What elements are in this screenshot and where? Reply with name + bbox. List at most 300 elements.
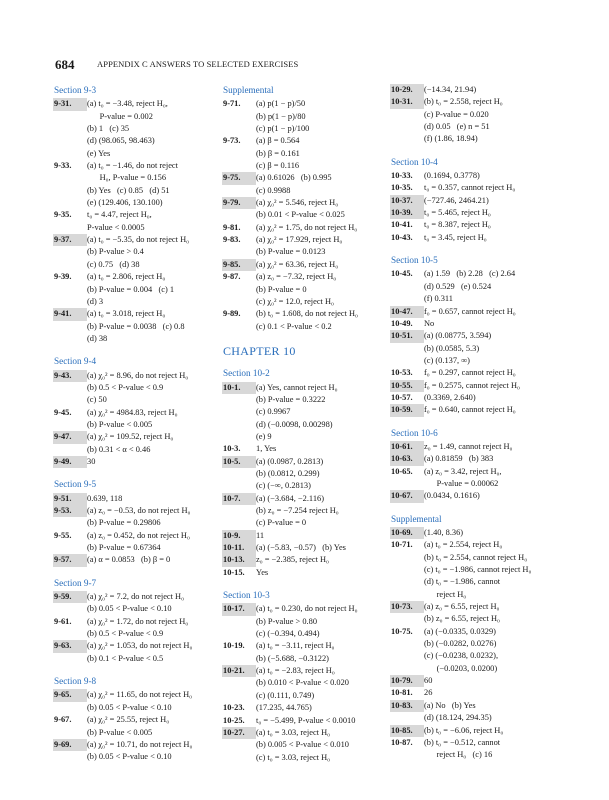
answer-line bbox=[54, 111, 214, 123]
exercise-number-spacer bbox=[391, 343, 424, 355]
answer-text: (b) P-value > 0.4 bbox=[87, 247, 144, 257]
answer-entry bbox=[391, 453, 566, 465]
answer-entry bbox=[391, 170, 566, 182]
answer-entry bbox=[391, 601, 566, 626]
page-number: 684 bbox=[55, 57, 75, 72]
answer-line bbox=[223, 517, 388, 529]
answer-text: (b) 0.1 < P-value < 0.5 bbox=[87, 653, 164, 663]
answer-entry bbox=[54, 689, 214, 714]
answer-text: (−0.0203, 0.0200) bbox=[424, 663, 498, 673]
answer-entry bbox=[391, 539, 566, 601]
exercise-number-spacer bbox=[391, 613, 424, 625]
answer-line bbox=[223, 382, 388, 394]
exercise-number-spacer bbox=[391, 121, 424, 133]
answer-text: (a) 0.81859 (b) 383 bbox=[424, 454, 494, 464]
answer-entry bbox=[54, 431, 214, 456]
answer-entry bbox=[391, 380, 566, 392]
answer-text: (b) P-value < 0.005 bbox=[87, 727, 153, 737]
answer-line bbox=[54, 333, 214, 345]
answer-text: (a) 0.61026 (b) 0.995 bbox=[256, 173, 332, 183]
answer-entry bbox=[54, 271, 214, 308]
exercise-number-spacer bbox=[223, 752, 256, 764]
exercise-number: 9-55. bbox=[54, 530, 72, 540]
answer-line bbox=[223, 690, 388, 702]
answer-line bbox=[223, 160, 388, 172]
answer-entry bbox=[223, 456, 388, 493]
answer-text: (b) P-value = 0.3222 bbox=[256, 394, 326, 404]
answer-line bbox=[54, 591, 214, 603]
answer-text: (a) t₀ = 2.806, reject H₀ bbox=[87, 272, 166, 282]
answer-line bbox=[391, 121, 566, 133]
exercise-number: 10-33. bbox=[391, 171, 413, 181]
answer-line bbox=[223, 443, 388, 455]
answer-line bbox=[54, 135, 214, 147]
answer-line bbox=[223, 209, 388, 221]
answer-text: P-value < 0.0005 bbox=[87, 222, 145, 232]
answer-line bbox=[391, 453, 566, 465]
exercise-number-spacer bbox=[391, 293, 424, 305]
answer-line bbox=[54, 222, 214, 234]
answer-text: (b) t₀ = 2.558, reject H₀ bbox=[424, 97, 503, 107]
exercise-number-spacer bbox=[54, 382, 87, 394]
answer-text: (b) p(1 − p)/80 bbox=[256, 111, 306, 121]
answer-line bbox=[223, 197, 388, 209]
answer-line bbox=[223, 394, 388, 406]
exercise-number-spacer bbox=[223, 296, 256, 308]
answer-text: (c) (−0.394, 0.494) bbox=[256, 629, 320, 639]
exercise-number-spacer bbox=[223, 321, 256, 333]
section-heading: Section 9-4 bbox=[54, 356, 97, 367]
answer-entry bbox=[391, 466, 566, 491]
answer-text: (b) 0.010 < P-value < 0.020 bbox=[256, 678, 349, 688]
exercise-number-spacer bbox=[391, 478, 424, 490]
answer-text: (−14.34, 21.94) bbox=[424, 85, 477, 94]
answer-text: (b) z₀ = 6.55, reject H₀ bbox=[424, 614, 500, 624]
answer-entry bbox=[391, 737, 566, 762]
answer-entry bbox=[391, 232, 566, 244]
answer-line bbox=[223, 542, 388, 554]
answer-line bbox=[54, 172, 214, 184]
exercise-number: 9-83. bbox=[223, 235, 241, 245]
answer-text: (b) (−5.688, −0.3122) bbox=[256, 653, 329, 663]
answer-line bbox=[223, 284, 388, 296]
answer-entry bbox=[223, 715, 388, 727]
exercise-number-spacer bbox=[223, 160, 256, 172]
answer-entry bbox=[223, 222, 388, 234]
answer-text: (b) 0.005 < P-value < 0.010 bbox=[256, 740, 349, 750]
answer-entry bbox=[223, 308, 388, 333]
answer-text: t₀ = 8.387, reject H₀ bbox=[424, 220, 491, 230]
answer-entry bbox=[54, 640, 214, 665]
answer-line bbox=[223, 172, 388, 184]
answer-text: (c) p(1 − p)/100 bbox=[256, 124, 310, 134]
answer-line bbox=[54, 689, 214, 701]
answer-text: (a) β = 0.564 bbox=[256, 136, 300, 146]
answer-text: (a) z₀ = 3.42, reject H₀, bbox=[424, 466, 502, 476]
answer-text: (c) (−∞, 0.2813) bbox=[256, 481, 311, 491]
exercise-number: 10-3. bbox=[223, 444, 241, 454]
exercise-number: 9-87. bbox=[223, 272, 241, 282]
answer-line bbox=[223, 271, 388, 283]
answer-text: t₀ = 3.45, reject H₀ bbox=[424, 232, 487, 242]
answer-text: (c) (−0.0238, 0.0232), bbox=[424, 651, 499, 661]
answer-line bbox=[54, 431, 214, 443]
answer-text: (b) t₀ = −0.512, cannot bbox=[424, 737, 501, 747]
answer-text: (c) 0.1 < P-value < 0.2 bbox=[256, 321, 332, 331]
answer-text: (b) z₀ = −7.254 reject H₀ bbox=[256, 506, 339, 515]
exercise-number: 9-75. bbox=[222, 172, 256, 184]
answer-text: (c) 0.9988 bbox=[256, 185, 291, 195]
answer-line bbox=[223, 653, 388, 665]
exercise-number-spacer bbox=[223, 111, 256, 123]
answer-text: (c) P-value = 0.020 bbox=[424, 109, 489, 119]
answer-line bbox=[54, 234, 214, 246]
answer-line bbox=[54, 296, 214, 308]
answer-entry bbox=[223, 665, 388, 702]
answer-entry bbox=[391, 318, 566, 330]
exercise-number: 10-25. bbox=[223, 715, 245, 725]
answer-line bbox=[223, 123, 388, 135]
answer-text: t₀ = −5.499, P-value < 0.0010 bbox=[256, 715, 356, 725]
answer-entry bbox=[223, 259, 388, 271]
answer-line bbox=[391, 749, 566, 761]
answer-text: (b) (0.0585, 5.3) bbox=[424, 343, 480, 353]
answer-line bbox=[391, 663, 566, 675]
answer-text: (b) 0.05 < P-value < 0.10 bbox=[87, 752, 172, 762]
answer-entry bbox=[391, 84, 566, 96]
answer-line bbox=[54, 160, 214, 172]
answer-text: t₀ = 4.47, reject H₀, bbox=[87, 210, 152, 220]
exercise-number-spacer bbox=[54, 542, 87, 554]
exercise-number: 10-81. bbox=[391, 688, 413, 698]
answer-line bbox=[223, 148, 388, 160]
exercise-number-spacer bbox=[54, 172, 87, 184]
answer-entry bbox=[54, 739, 214, 764]
answer-entry bbox=[391, 392, 566, 404]
answer-text: (e) Yes bbox=[87, 148, 111, 158]
answer-line bbox=[54, 382, 214, 394]
answer-line bbox=[223, 616, 388, 628]
answer-text: 11 bbox=[256, 530, 265, 540]
exercise-number-spacer bbox=[391, 712, 424, 724]
answer-text: (a) z₀ = 0.452, do not reject H₀ bbox=[87, 530, 190, 540]
exercise-number-spacer bbox=[54, 135, 87, 147]
exercise-number: 10-43. bbox=[391, 232, 413, 242]
exercise-number-spacer bbox=[223, 431, 256, 443]
answer-line bbox=[391, 613, 566, 625]
answer-entry bbox=[223, 443, 388, 455]
exercise-number: 10-45. bbox=[391, 269, 413, 279]
answer-text: (d) 0.529 (e) 0.524 bbox=[424, 281, 492, 291]
answer-text: (a) t₀ = −3.11, reject H₀ bbox=[256, 641, 335, 651]
answer-line bbox=[391, 330, 566, 342]
answer-entry bbox=[391, 195, 566, 207]
exercise-number-spacer bbox=[223, 284, 256, 296]
exercise-number: 9-53. bbox=[53, 505, 87, 517]
answer-line bbox=[391, 601, 566, 613]
exercise-number-spacer bbox=[391, 552, 424, 564]
answer-entry bbox=[391, 367, 566, 379]
answer-text: (e) (129.406, 130.100) bbox=[87, 198, 163, 208]
exercise-number-spacer bbox=[54, 444, 87, 456]
answer-line bbox=[391, 195, 566, 207]
answer-text: (f) 0.311 bbox=[424, 294, 453, 304]
answer-entry bbox=[54, 98, 214, 160]
answer-line bbox=[54, 123, 214, 135]
answer-line bbox=[391, 490, 566, 502]
answer-line bbox=[391, 318, 566, 330]
answer-text: (b) t₀ = 2.554, cannot reject H₀ bbox=[424, 552, 528, 562]
answer-text: t₀ = 0.357, cannot reject H₀ bbox=[424, 183, 516, 193]
answer-entry bbox=[391, 490, 566, 502]
answer-entry bbox=[54, 209, 214, 234]
answer-entry bbox=[391, 268, 566, 305]
section-heading: Section 10-5 bbox=[391, 255, 438, 266]
exercise-number-spacer bbox=[391, 663, 424, 675]
answer-text: (a) α = 0.0853 (b) β = 0 bbox=[87, 555, 171, 565]
answer-entry bbox=[391, 626, 566, 675]
answer-entry bbox=[223, 98, 388, 135]
section-heading: Section 9-5 bbox=[54, 479, 97, 490]
answer-text: (a) χ₀² = 25.55, reject H₀ bbox=[87, 715, 170, 725]
exercise-number-spacer bbox=[54, 111, 87, 123]
answer-text: (d) (98.065, 98.463) bbox=[87, 136, 155, 146]
answer-entry bbox=[54, 554, 214, 566]
answer-line bbox=[391, 170, 566, 182]
exercise-number: 9-41. bbox=[53, 308, 87, 320]
answer-entry bbox=[223, 234, 388, 259]
answer-entry bbox=[391, 207, 566, 219]
answer-entry bbox=[223, 271, 388, 308]
answer-line bbox=[391, 552, 566, 564]
answer-line bbox=[54, 628, 214, 640]
answer-text: (c) 0.9967 bbox=[256, 407, 291, 417]
answer-line bbox=[391, 589, 566, 601]
answer-entry bbox=[54, 505, 214, 530]
answer-text: (d) 38 bbox=[87, 333, 108, 343]
exercise-number: 9-71. bbox=[223, 99, 241, 109]
answer-line bbox=[54, 727, 214, 739]
answer-line bbox=[54, 246, 214, 258]
answer-line bbox=[391, 725, 566, 737]
answer-line bbox=[223, 628, 388, 640]
exercise-number-spacer bbox=[223, 677, 256, 689]
exercise-number: 9-35. bbox=[54, 210, 72, 220]
answer-text: (c) P-value = 0 bbox=[256, 518, 307, 528]
answer-line bbox=[223, 739, 388, 751]
answer-line bbox=[223, 702, 388, 714]
answer-line bbox=[391, 638, 566, 650]
answer-line bbox=[223, 234, 388, 246]
exercise-number-spacer bbox=[391, 109, 424, 121]
answer-text: (a) t₀ = 3.018, reject H₀ bbox=[87, 309, 166, 319]
answer-text: 26 bbox=[424, 688, 433, 698]
answer-text: f₀ = 0.657, cannot reject H₀ bbox=[424, 306, 516, 316]
answer-line bbox=[54, 739, 214, 751]
running-head: APPENDIX C ANSWERS TO SELECTED EXERCISES bbox=[97, 59, 299, 69]
answer-text: (a) χ₀² = 1.72, do not reject H₀ bbox=[87, 616, 189, 626]
answer-text: (a) χ₀² = 8.96, do not reject H₀ bbox=[87, 370, 189, 380]
answer-entry bbox=[223, 493, 388, 530]
answer-text: (b) (0.0812, 0.299) bbox=[256, 468, 320, 478]
answer-line bbox=[223, 246, 388, 258]
exercise-number-spacer bbox=[54, 284, 87, 296]
answer-text: (b) P-value = 0.004 (c) 1 bbox=[87, 284, 175, 294]
exercise-number-spacer bbox=[54, 123, 87, 135]
exercise-number-spacer bbox=[54, 222, 87, 234]
answer-line bbox=[223, 308, 388, 320]
answer-entry bbox=[223, 542, 388, 554]
answer-text: (c) χ₀² = 12.0, reject H₀ bbox=[256, 296, 334, 306]
answer-line bbox=[391, 281, 566, 293]
answer-entry bbox=[223, 567, 388, 579]
answer-line bbox=[223, 98, 388, 110]
answer-text: (0.3369, 2.640) bbox=[424, 392, 476, 402]
answer-line bbox=[223, 259, 388, 271]
exercise-number-spacer bbox=[391, 564, 424, 576]
answer-line bbox=[223, 185, 388, 197]
answer-text: 60 bbox=[424, 676, 433, 686]
exercise-number: 9-37. bbox=[53, 234, 87, 246]
exercise-number: 10-47. bbox=[390, 306, 424, 318]
exercise-number-spacer bbox=[223, 246, 256, 258]
answer-entry bbox=[391, 687, 566, 699]
exercise-number: 10-55. bbox=[390, 380, 424, 392]
answer-line bbox=[223, 554, 388, 566]
exercise-number-spacer bbox=[54, 419, 87, 431]
answer-text: (d) 3 bbox=[87, 296, 104, 306]
answer-text: (a) t₀ = 0.230, do not reject H₀ bbox=[256, 604, 358, 614]
section-heading: Section 10-4 bbox=[391, 156, 438, 167]
answer-line bbox=[54, 493, 214, 505]
answer-line bbox=[391, 700, 566, 712]
exercise-number-spacer bbox=[54, 603, 87, 615]
column-left bbox=[54, 84, 214, 764]
answer-text: (a) χ₀² = 5.546, reject H₀ bbox=[256, 198, 339, 208]
exercise-number-spacer bbox=[223, 468, 256, 480]
answer-entry bbox=[223, 727, 388, 764]
exercise-number: 10-83. bbox=[390, 700, 424, 712]
answer-text: (a) Yes, cannot reject H₀ bbox=[256, 382, 338, 392]
answer-text: (d) 0.05 (e) n = 51 bbox=[424, 122, 490, 132]
answer-line bbox=[54, 259, 214, 271]
answer-line bbox=[223, 640, 388, 652]
answer-line bbox=[391, 380, 566, 392]
answer-text: (a) (0.08775, 3.594) bbox=[424, 331, 492, 341]
answer-line bbox=[54, 197, 214, 209]
answer-line bbox=[391, 626, 566, 638]
answer-line bbox=[54, 98, 214, 110]
exercise-number-spacer bbox=[54, 702, 87, 714]
answer-line bbox=[391, 133, 566, 145]
answer-line bbox=[391, 576, 566, 588]
answer-line bbox=[54, 653, 214, 665]
exercise-number: 9-47. bbox=[53, 431, 87, 443]
exercise-number-spacer bbox=[223, 505, 256, 517]
exercise-number: 10-71. bbox=[391, 540, 413, 550]
exercise-number: 9-69. bbox=[53, 739, 87, 751]
answer-entry bbox=[391, 182, 566, 194]
answer-text: (a) p(1 − p)/50 bbox=[256, 99, 306, 109]
exercise-number-spacer bbox=[391, 281, 424, 293]
answer-text: (b) P-value > 0.80 bbox=[256, 616, 318, 626]
section-heading: Section 9-7 bbox=[54, 577, 97, 588]
answer-entry bbox=[54, 308, 214, 345]
answer-line bbox=[223, 665, 388, 677]
answer-line bbox=[391, 441, 566, 453]
answer-text: f₀ = 0.640, cannot reject H₀ bbox=[424, 405, 516, 415]
exercise-number: 9-33. bbox=[54, 161, 72, 171]
answer-entry bbox=[391, 219, 566, 231]
answer-line bbox=[54, 456, 214, 468]
answer-entry bbox=[391, 675, 566, 687]
exercise-number-spacer bbox=[223, 209, 256, 221]
answer-text: (a) χ₀² = 4984.83, reject H₀ bbox=[87, 407, 178, 417]
exercise-number-spacer bbox=[391, 133, 424, 145]
exercise-number: 9-85. bbox=[222, 259, 256, 271]
exercise-number: 9-61. bbox=[54, 616, 72, 626]
exercise-number: 10-57. bbox=[391, 392, 413, 402]
exercise-number: 10-1. bbox=[222, 382, 256, 394]
answer-text: P-value = 0.002 bbox=[87, 111, 153, 121]
answer-text: (a) χ₀² = 11.65, do not reject H₀ bbox=[87, 690, 193, 700]
answer-line bbox=[391, 712, 566, 724]
exercise-number: 10-61. bbox=[390, 441, 424, 453]
answer-line bbox=[223, 468, 388, 480]
answer-text: f₀ = 0.2575, cannot reject H₀ bbox=[424, 380, 520, 390]
answer-line bbox=[391, 306, 566, 318]
answer-line bbox=[391, 293, 566, 305]
exercise-number: 10-69. bbox=[390, 527, 424, 539]
answer-text: (b) P-value = 0 bbox=[256, 284, 307, 294]
answer-text: (a) χ₀² = 1.75, do not reject H₀ bbox=[256, 222, 358, 232]
answer-text: (d) (18.124, 294.35) bbox=[424, 713, 492, 723]
exercise-number: 9-43. bbox=[53, 370, 87, 382]
answer-text: (a) t₀ = −1.46, do not reject bbox=[87, 161, 178, 171]
exercise-number-spacer bbox=[54, 246, 87, 258]
exercise-number-spacer bbox=[391, 638, 424, 650]
answer-entry bbox=[391, 306, 566, 318]
answer-line bbox=[391, 392, 566, 404]
answer-entry bbox=[54, 160, 214, 209]
answer-text: (b) Yes (c) 0.85 (d) 51 bbox=[87, 185, 170, 195]
answer-text: 0.639, 118 bbox=[87, 493, 123, 503]
answer-line bbox=[391, 687, 566, 699]
answer-line bbox=[391, 207, 566, 219]
answer-text: (b) 0.05 < P-value < 0.10 bbox=[87, 604, 172, 614]
answer-text: 30 bbox=[87, 456, 96, 466]
exercise-number-spacer bbox=[54, 197, 87, 209]
exercise-number: 10-41. bbox=[391, 220, 413, 230]
exercise-number: 10-53. bbox=[391, 368, 413, 378]
answer-line bbox=[223, 135, 388, 147]
answer-entry bbox=[391, 404, 566, 416]
answer-entry bbox=[54, 616, 214, 641]
answer-text: (a) z₀ = −7.32, reject H₀ bbox=[256, 272, 337, 282]
exercise-number: 10-21. bbox=[222, 665, 256, 677]
section-heading: Section 10-3 bbox=[223, 590, 270, 601]
exercise-number: 9-57. bbox=[53, 554, 87, 566]
exercise-number-spacer bbox=[54, 296, 87, 308]
exercise-number: 10-39. bbox=[390, 207, 424, 219]
exercise-number-spacer bbox=[223, 406, 256, 418]
answer-entry bbox=[223, 702, 388, 714]
answer-text: (b) 0.5 < P-value < 0.9 bbox=[87, 382, 164, 392]
answer-line bbox=[223, 321, 388, 333]
exercise-number-spacer bbox=[54, 653, 87, 665]
exercise-number-spacer bbox=[391, 589, 424, 601]
answer-line bbox=[223, 493, 388, 505]
